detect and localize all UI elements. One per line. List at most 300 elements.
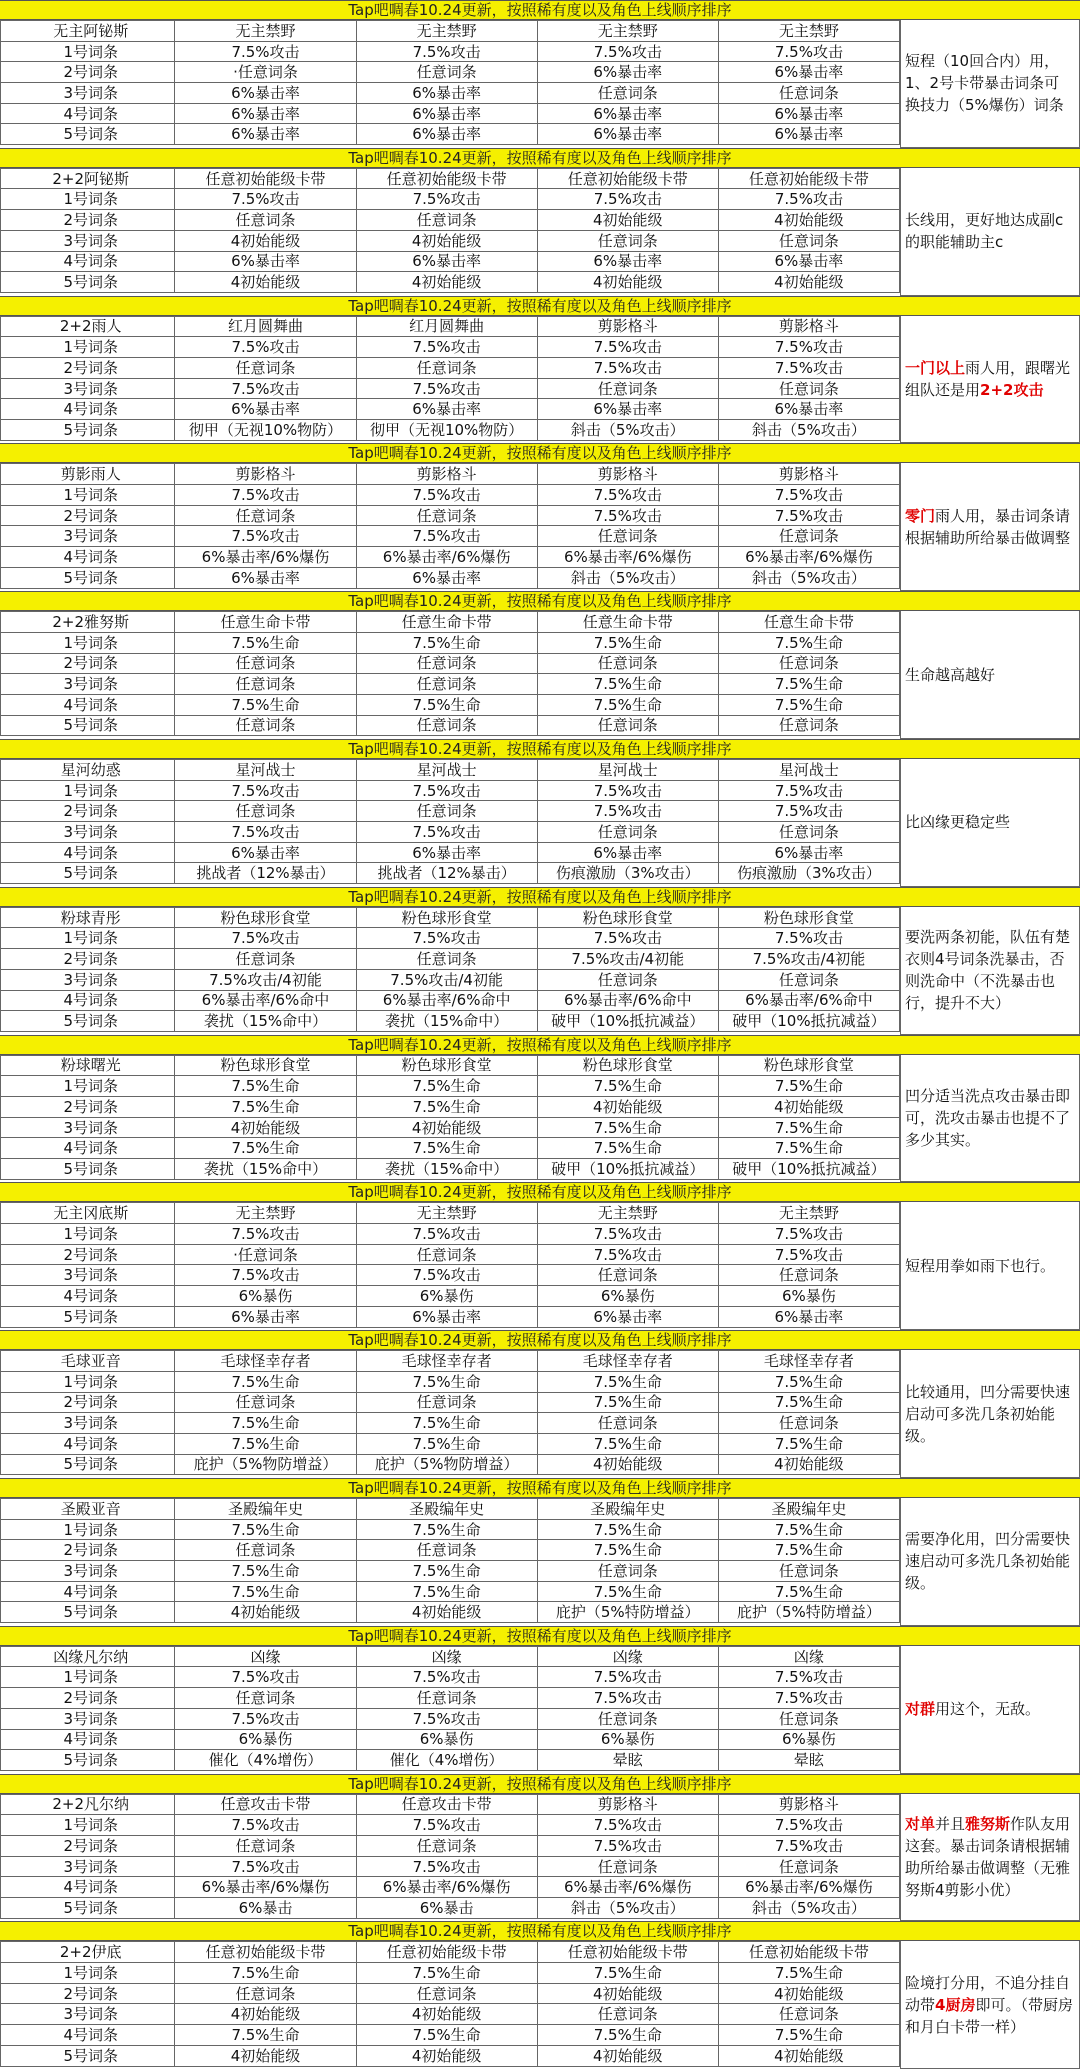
affix-cell: 任意词条 — [356, 801, 537, 822]
affix-cell: 任意词条 — [356, 1392, 537, 1413]
character-name: 粉球青彤 — [1, 907, 175, 928]
table-row — [1, 1265, 900, 1286]
affix-cell: 任意词条 — [537, 1413, 718, 1434]
affix-cell: 任意词条 — [718, 378, 899, 399]
usage-note — [900, 463, 1080, 591]
affix-cell: 7.5%攻击 — [356, 928, 537, 949]
affix-cell: 7.5%生命 — [718, 694, 899, 715]
affix-cell: 任意词条 — [356, 1244, 537, 1265]
cartridge-name: 凶缘 — [537, 1646, 718, 1667]
affix-cell: 任意词条 — [718, 822, 899, 843]
note-text: 即可。（带厨房和月白卡带一样） — [905, 1995, 1073, 2036]
note-text: 长线用，更好地达成副c的职能辅助主c — [905, 211, 1064, 252]
table-row — [1, 1011, 900, 1032]
affix-cell: 6%暴击率 — [718, 1306, 899, 1327]
affix-cell: 袭扰（15%命中） — [175, 1159, 356, 1180]
affix-slot-label: 2号词条 — [1, 1688, 175, 1709]
affix-cell: 任意词条 — [537, 1265, 718, 1286]
affix-cell: 4初始能级 — [356, 1602, 537, 1623]
table-row — [1, 969, 900, 990]
affix-cell: 7.5%生命 — [175, 1371, 356, 1392]
affix-cell: 任意词条 — [718, 969, 899, 990]
table-row — [1, 674, 900, 695]
cartridge-name: 无主禁野 — [175, 21, 356, 42]
affix-cell: 任意词条 — [718, 1856, 899, 1877]
table-row — [1, 632, 900, 653]
update-banner: Tap吧啁春10.24更新，按照稀有度以及角色上线顺序排序 — [0, 1330, 1080, 1350]
affix-cell: 6%暴击率 — [175, 1306, 356, 1327]
affix-cell: 7.5%攻击 — [718, 357, 899, 378]
affix-slot-label: 3号词条 — [1, 822, 175, 843]
affix-cell: 4初始能级 — [175, 1117, 356, 1138]
update-banner: Tap吧啁春10.24更新，按照稀有度以及角色上线顺序排序 — [0, 1626, 1080, 1646]
affix-slot-label: 2号词条 — [1, 1835, 175, 1856]
affix-cell: 7.5%生命 — [175, 632, 356, 653]
cartridge-name: 星河战士 — [718, 760, 899, 781]
table-row — [1, 103, 900, 124]
table-row — [1, 1877, 900, 1898]
table-row — [1, 990, 900, 1011]
table-row — [1, 1076, 900, 1097]
affix-cell: 7.5%生命 — [356, 1138, 537, 1159]
table-row — [1, 420, 900, 441]
config-table — [0, 759, 900, 884]
affix-cell: 7.5%攻击 — [175, 1265, 356, 1286]
affix-cell: 6%暴击率 — [718, 399, 899, 420]
affix-cell: 任意词条 — [175, 674, 356, 695]
affix-cell: 6%暴击 — [175, 1898, 356, 1919]
character-name: 剪影雨人 — [1, 464, 175, 485]
table-row — [1, 928, 900, 949]
affix-cell: 任意词条 — [537, 653, 718, 674]
character-name: 粉球曙光 — [1, 1055, 175, 1076]
affix-cell: 7.5%攻击 — [175, 485, 356, 506]
affix-slot-label: 3号词条 — [1, 1561, 175, 1582]
affix-cell: 7.5%攻击 — [175, 822, 356, 843]
affix-cell: 7.5%生命 — [356, 1963, 537, 1984]
affix-cell: 4初始能级 — [537, 2045, 718, 2066]
affix-cell: 4初始能级 — [537, 1983, 718, 2004]
affix-cell: 7.5%攻击 — [537, 1815, 718, 1836]
affix-cell: 任意词条 — [718, 1561, 899, 1582]
cartridge-name: 红月圆舞曲 — [356, 316, 537, 337]
affix-cell: 庇护（5%特防增益） — [718, 1602, 899, 1623]
affix-cell: 任意词条 — [175, 505, 356, 526]
character-name: 2+2阿铋斯 — [1, 168, 175, 189]
affix-slot-label: 2号词条 — [1, 62, 175, 83]
note-text: 作队友用这套。暴击词条请根据辅助所给暴击做调整（无雅努斯4剪影小优） — [905, 1814, 1071, 1899]
affix-cell: 任意词条 — [537, 230, 718, 251]
cartridge-name: 任意生命卡带 — [718, 612, 899, 633]
affix-slot-label: 4号词条 — [1, 1433, 175, 1454]
table-row — [1, 1729, 900, 1750]
affix-cell: 7.5%攻击 — [175, 1856, 356, 1877]
config-table — [0, 168, 900, 293]
affix-cell: 任意词条 — [718, 1265, 899, 1286]
affix-cell: 6%暴伤 — [537, 1286, 718, 1307]
affix-cell: 催化（4%增伤） — [356, 1750, 537, 1771]
note-highlight: 对群 — [905, 1700, 936, 1719]
character-name: 无主阿铋斯 — [1, 21, 175, 42]
note-text: 比凶缘更稳定些 — [905, 813, 1011, 832]
cartridge-name: 粉色球形食堂 — [537, 1055, 718, 1076]
usage-note — [900, 611, 1080, 739]
table-row — [1, 1856, 900, 1877]
affix-cell: 7.5%生命 — [356, 1581, 537, 1602]
affix-cell: 任意词条 — [356, 715, 537, 736]
table-row — [1, 715, 900, 736]
affix-slot-label: 5号词条 — [1, 1159, 175, 1180]
config-block — [0, 739, 1080, 887]
affix-slot-label: 3号词条 — [1, 1265, 175, 1286]
affix-cell: 7.5%攻击 — [175, 928, 356, 949]
affix-cell: 袭扰（15%命中） — [175, 1011, 356, 1032]
affix-cell: 7.5%攻击 — [718, 1815, 899, 1836]
cartridge-name: 剪影格斗 — [175, 464, 356, 485]
cartridge-name: 星河战士 — [537, 760, 718, 781]
affix-cell: 7.5%攻击 — [537, 41, 718, 62]
affix-cell: 4初始能级 — [356, 230, 537, 251]
affix-cell: 7.5%攻击 — [718, 1835, 899, 1856]
affix-cell: 任意词条 — [537, 969, 718, 990]
note-highlight: 一门以上 — [905, 358, 966, 377]
affix-cell: 任意词条 — [175, 1392, 356, 1413]
affix-cell: 任意词条 — [537, 1561, 718, 1582]
affix-cell: 任意词条 — [718, 1708, 899, 1729]
config-block — [0, 296, 1080, 444]
config-block — [0, 1035, 1080, 1183]
affix-cell: 伤痕激励（3%攻击） — [537, 863, 718, 884]
affix-cell: 任意词条 — [537, 83, 718, 104]
config-table — [0, 1055, 900, 1180]
affix-slot-label: 3号词条 — [1, 1856, 175, 1877]
table-row — [1, 337, 900, 358]
affix-cell: 6%暴击率 — [537, 1306, 718, 1327]
table-row — [1, 1117, 900, 1138]
affix-slot-label: 4号词条 — [1, 399, 175, 420]
affix-cell: 任意词条 — [537, 715, 718, 736]
affix-slot-label: 2号词条 — [1, 1392, 175, 1413]
usage-note — [900, 759, 1080, 887]
affix-slot-label: 4号词条 — [1, 842, 175, 863]
affix-slot-label: 2号词条 — [1, 1983, 175, 2004]
affix-cell: 6%暴击率 — [175, 842, 356, 863]
affix-slot-label: 2号词条 — [1, 1244, 175, 1265]
affix-cell: 6%暴伤 — [175, 1729, 356, 1750]
affix-cell: 4初始能级 — [356, 1117, 537, 1138]
cartridge-name: 任意生命卡带 — [175, 612, 356, 633]
affix-cell: 7.5%生命 — [718, 2025, 899, 2046]
affix-cell: 7.5%攻击 — [537, 1244, 718, 1265]
character-name: 无主冈底斯 — [1, 1203, 175, 1224]
config-table — [0, 1646, 900, 1771]
table-row — [1, 189, 900, 210]
affix-cell: 袭扰（15%命中） — [356, 1011, 537, 1032]
affix-cell: 6%暴击率 — [718, 842, 899, 863]
affix-cell: 7.5%攻击 — [175, 1667, 356, 1688]
affix-cell: 4初始能级 — [356, 2045, 537, 2066]
affix-cell: 7.5%攻击 — [718, 337, 899, 358]
config-table — [0, 907, 900, 1032]
affix-cell: 任意词条 — [356, 1983, 537, 2004]
config-block — [0, 0, 1080, 148]
affix-cell: 7.5%生命 — [537, 1581, 718, 1602]
table-row — [1, 1750, 900, 1771]
affix-cell: 7.5%生命 — [718, 1117, 899, 1138]
cartridge-name: 任意攻击卡带 — [356, 1794, 537, 1815]
note-highlight: 4厨房 — [935, 1995, 976, 2014]
affix-slot-label: 3号词条 — [1, 2004, 175, 2025]
affix-cell: 7.5%攻击 — [537, 1688, 718, 1709]
affix-cell: 7.5%生命 — [537, 1117, 718, 1138]
config-block — [0, 148, 1080, 296]
cartridge-name: 凶缘 — [175, 1646, 356, 1667]
affix-cell: 4初始能级 — [718, 1983, 899, 2004]
affix-cell: 7.5%生命 — [175, 1433, 356, 1454]
affix-slot-label: 2号词条 — [1, 505, 175, 526]
table-row — [1, 1963, 900, 1984]
affix-slot-label: 1号词条 — [1, 1519, 175, 1540]
config-block — [0, 1478, 1080, 1626]
affix-slot-label: 5号词条 — [1, 715, 175, 736]
update-banner: Tap吧啁春10.24更新，按照稀有度以及角色上线顺序排序 — [0, 1478, 1080, 1498]
config-block — [0, 887, 1080, 1035]
affix-cell: 7.5%生命 — [537, 1519, 718, 1540]
affix-cell: 7.5%生命 — [537, 1371, 718, 1392]
affix-slot-label: 2号词条 — [1, 801, 175, 822]
affix-cell: 7.5%生命 — [175, 1096, 356, 1117]
affix-cell: 任意词条 — [537, 822, 718, 843]
affix-cell: 7.5%攻击 — [537, 801, 718, 822]
affix-cell: 7.5%攻击 — [537, 337, 718, 358]
affix-cell: 7.5%攻击/4初能 — [537, 949, 718, 970]
affix-cell: 4初始能级 — [537, 272, 718, 293]
affix-cell: 任意词条 — [175, 715, 356, 736]
table-row — [1, 1433, 900, 1454]
affix-cell: 7.5%生命 — [537, 1433, 718, 1454]
affix-cell: 破甲（10%抵抗减益） — [537, 1011, 718, 1032]
affix-slot-label: 3号词条 — [1, 1413, 175, 1434]
affix-cell: 7.5%攻击 — [356, 337, 537, 358]
affix-cell: 4初始能级 — [537, 1096, 718, 1117]
affix-cell: 7.5%生命 — [537, 2025, 718, 2046]
affix-cell: 6%暴击率/6%爆伤 — [175, 1877, 356, 1898]
config-block — [0, 1182, 1080, 1330]
affix-slot-label: 2号词条 — [1, 653, 175, 674]
affix-cell: 6%暴击率/6%爆伤 — [175, 547, 356, 568]
affix-cell: 6%暴击率 — [175, 103, 356, 124]
affix-slot-label: 1号词条 — [1, 1815, 175, 1836]
note-highlight: 2+2攻击 — [980, 380, 1044, 399]
affix-cell: 7.5%攻击 — [175, 1224, 356, 1245]
affix-cell: 6%暴击率/6%命中 — [175, 990, 356, 1011]
affix-slot-label: 4号词条 — [1, 1581, 175, 1602]
affix-cell: ·任意词条 — [175, 1244, 356, 1265]
cartridge-name: 无主禁野 — [537, 21, 718, 42]
table-row — [1, 1688, 900, 1709]
affix-slot-label: 1号词条 — [1, 1963, 175, 1984]
table-row — [1, 251, 900, 272]
table-row — [1, 1835, 900, 1856]
affix-cell: 7.5%攻击 — [175, 780, 356, 801]
affix-cell: 7.5%生命 — [175, 1413, 356, 1434]
cartridge-name: 剪影格斗 — [356, 464, 537, 485]
affix-cell: 任意词条 — [356, 357, 537, 378]
cartridge-name: 无主禁野 — [175, 1203, 356, 1224]
usage-note — [900, 20, 1080, 148]
affix-cell: 7.5%攻击 — [718, 189, 899, 210]
affix-slot-label: 5号词条 — [1, 1454, 175, 1475]
affix-cell: 斜击（5%攻击） — [718, 420, 899, 441]
cartridge-name: 无主禁野 — [718, 21, 899, 42]
affix-cell: 7.5%生命 — [537, 1138, 718, 1159]
note-highlight: 对单 — [905, 1814, 936, 1833]
cartridge-name: 圣殿编年史 — [718, 1499, 899, 1520]
table-row — [1, 567, 900, 588]
affix-slot-label: 4号词条 — [1, 1286, 175, 1307]
cartridge-name: 任意初始能级卡带 — [718, 168, 899, 189]
affix-cell: 4初始能级 — [718, 272, 899, 293]
table-row — [1, 399, 900, 420]
affix-cell: 7.5%攻击 — [356, 378, 537, 399]
affix-cell: 6%暴击率 — [718, 124, 899, 145]
affix-cell: 6%暴击率 — [537, 103, 718, 124]
config-block — [0, 443, 1080, 591]
affix-cell: 6%暴击率/6%爆伤 — [718, 547, 899, 568]
cartridge-name: 毛球怪幸存者 — [175, 1351, 356, 1372]
update-banner: Tap吧啁春10.24更新，按照稀有度以及角色上线顺序排序 — [0, 1182, 1080, 1202]
affix-cell: 任意词条 — [356, 210, 537, 231]
affix-slot-label: 3号词条 — [1, 526, 175, 547]
cartridge-name: 圣殿编年史 — [175, 1499, 356, 1520]
affix-cell: 彻甲（无视10%物防） — [175, 420, 356, 441]
table-row — [1, 1244, 900, 1265]
table-row — [1, 949, 900, 970]
config-block — [0, 1921, 1080, 2069]
usage-note — [900, 1202, 1080, 1330]
cartridge-name: 任意初始能级卡带 — [718, 1942, 899, 1963]
affix-cell: 任意词条 — [175, 1983, 356, 2004]
update-banner: Tap吧啁春10.24更新，按照稀有度以及角色上线顺序排序 — [0, 443, 1080, 463]
cartridge-name: 任意初始能级卡带 — [356, 168, 537, 189]
affix-cell: 6%暴击率 — [175, 567, 356, 588]
affix-cell: 6%暴击率 — [537, 399, 718, 420]
affix-slot-label: 4号词条 — [1, 1729, 175, 1750]
config-block — [0, 1330, 1080, 1478]
affix-cell: 7.5%攻击 — [175, 526, 356, 547]
affix-cell: 7.5%攻击 — [175, 1815, 356, 1836]
cartridge-name: 剪影格斗 — [537, 464, 718, 485]
update-banner: Tap吧啁春10.24更新，按照稀有度以及角色上线顺序排序 — [0, 1921, 1080, 1941]
affix-cell: 7.5%攻击/4初能 — [175, 969, 356, 990]
affix-cell: 庇护（5%物防增益） — [175, 1454, 356, 1475]
affix-slot-label: 5号词条 — [1, 863, 175, 884]
affix-cell: 任意词条 — [175, 801, 356, 822]
update-banner: Tap吧啁春10.24更新，按照稀有度以及角色上线顺序排序 — [0, 591, 1080, 611]
affix-cell: 6%暴击率 — [356, 124, 537, 145]
update-banner: Tap吧啁春10.24更新，按照稀有度以及角色上线顺序排序 — [0, 148, 1080, 168]
config-table — [0, 1202, 900, 1327]
note-text: 短程（10回合内）用，1、2号卡带暴击词条可换技力（5%爆伤）词条 — [905, 52, 1064, 115]
affix-cell: 7.5%生命 — [175, 1076, 356, 1097]
affix-cell: 斜击（5%攻击） — [718, 567, 899, 588]
table-row — [1, 842, 900, 863]
affix-cell: 任意词条 — [175, 357, 356, 378]
table-row — [1, 1983, 900, 2004]
config-table — [0, 1794, 900, 1919]
affix-cell: 7.5%生命 — [537, 1963, 718, 1984]
affix-slot-label: 4号词条 — [1, 547, 175, 568]
table-row — [1, 83, 900, 104]
note-text: 要洗两条初能，队伍有楚衣则4号词条洗暴击，否则洗命中（不洗暴击也行，提升不大） — [905, 928, 1071, 1013]
affix-cell: 7.5%攻击 — [356, 526, 537, 547]
affix-slot-label: 4号词条 — [1, 990, 175, 1011]
update-banner: Tap吧啁春10.24更新，按照稀有度以及角色上线顺序排序 — [0, 0, 1080, 20]
cartridge-name: 任意生命卡带 — [537, 612, 718, 633]
affix-cell: 任意词条 — [537, 2004, 718, 2025]
usage-note — [900, 1055, 1080, 1183]
affix-cell: 袭扰（15%命中） — [356, 1159, 537, 1180]
config-block — [0, 591, 1080, 739]
note-text: 比较通用，凹分需要快速启动可多洗几条初始能级。 — [905, 1382, 1071, 1445]
affix-cell: 7.5%攻击 — [718, 928, 899, 949]
affix-cell: 4初始能级 — [175, 1602, 356, 1623]
cartridge-name: 粉色球形食堂 — [356, 1055, 537, 1076]
usage-note — [900, 316, 1080, 444]
affix-cell: 7.5%生命 — [175, 694, 356, 715]
affix-cell: 7.5%生命 — [718, 1519, 899, 1540]
usage-note — [900, 1794, 1080, 1922]
affix-cell: 7.5%攻击 — [175, 189, 356, 210]
update-banner: Tap吧啁春10.24更新，按照稀有度以及角色上线顺序排序 — [0, 1774, 1080, 1794]
cartridge-name: 剪影格斗 — [718, 1794, 899, 1815]
table-row — [1, 1602, 900, 1623]
table-row — [1, 124, 900, 145]
affix-slot-label: 2号词条 — [1, 210, 175, 231]
affix-slot-label: 1号词条 — [1, 485, 175, 506]
affix-cell: 6%暴击率 — [718, 103, 899, 124]
affix-slot-label: 2号词条 — [1, 1540, 175, 1561]
affix-cell: 6%暴击率 — [356, 83, 537, 104]
affix-cell: 催化（4%增伤） — [175, 1750, 356, 1771]
affix-cell: 4初始能级 — [718, 1096, 899, 1117]
config-block — [0, 1626, 1080, 1774]
affix-cell: 任意词条 — [356, 674, 537, 695]
affix-cell: 7.5%攻击 — [718, 41, 899, 62]
affix-cell: 7.5%生命 — [175, 1138, 356, 1159]
usage-note — [900, 1350, 1080, 1478]
affix-cell: 7.5%攻击 — [356, 41, 537, 62]
affix-slot-label: 5号词条 — [1, 420, 175, 441]
cartridge-name: 圣殿编年史 — [537, 1499, 718, 1520]
affix-cell: 7.5%生命 — [356, 2025, 537, 2046]
config-table — [0, 1941, 900, 2066]
affix-cell: 任意词条 — [356, 1688, 537, 1709]
affix-cell: 7.5%生命 — [718, 1138, 899, 1159]
cartridge-name: 毛球怪幸存者 — [356, 1351, 537, 1372]
affix-cell: 4初始能级 — [175, 2045, 356, 2066]
affix-slot-label: 1号词条 — [1, 780, 175, 801]
affix-cell: 6%暴伤 — [537, 1729, 718, 1750]
affix-cell: 6%暴击率 — [537, 124, 718, 145]
affix-cell: 4初始能级 — [175, 272, 356, 293]
table-row — [1, 1708, 900, 1729]
affix-cell: 任意词条 — [537, 378, 718, 399]
affix-cell: 7.5%生命 — [718, 1540, 899, 1561]
affix-cell: 任意词条 — [356, 62, 537, 83]
cartridge-name: 毛球怪幸存者 — [718, 1351, 899, 1372]
affix-cell: 7.5%攻击 — [537, 485, 718, 506]
